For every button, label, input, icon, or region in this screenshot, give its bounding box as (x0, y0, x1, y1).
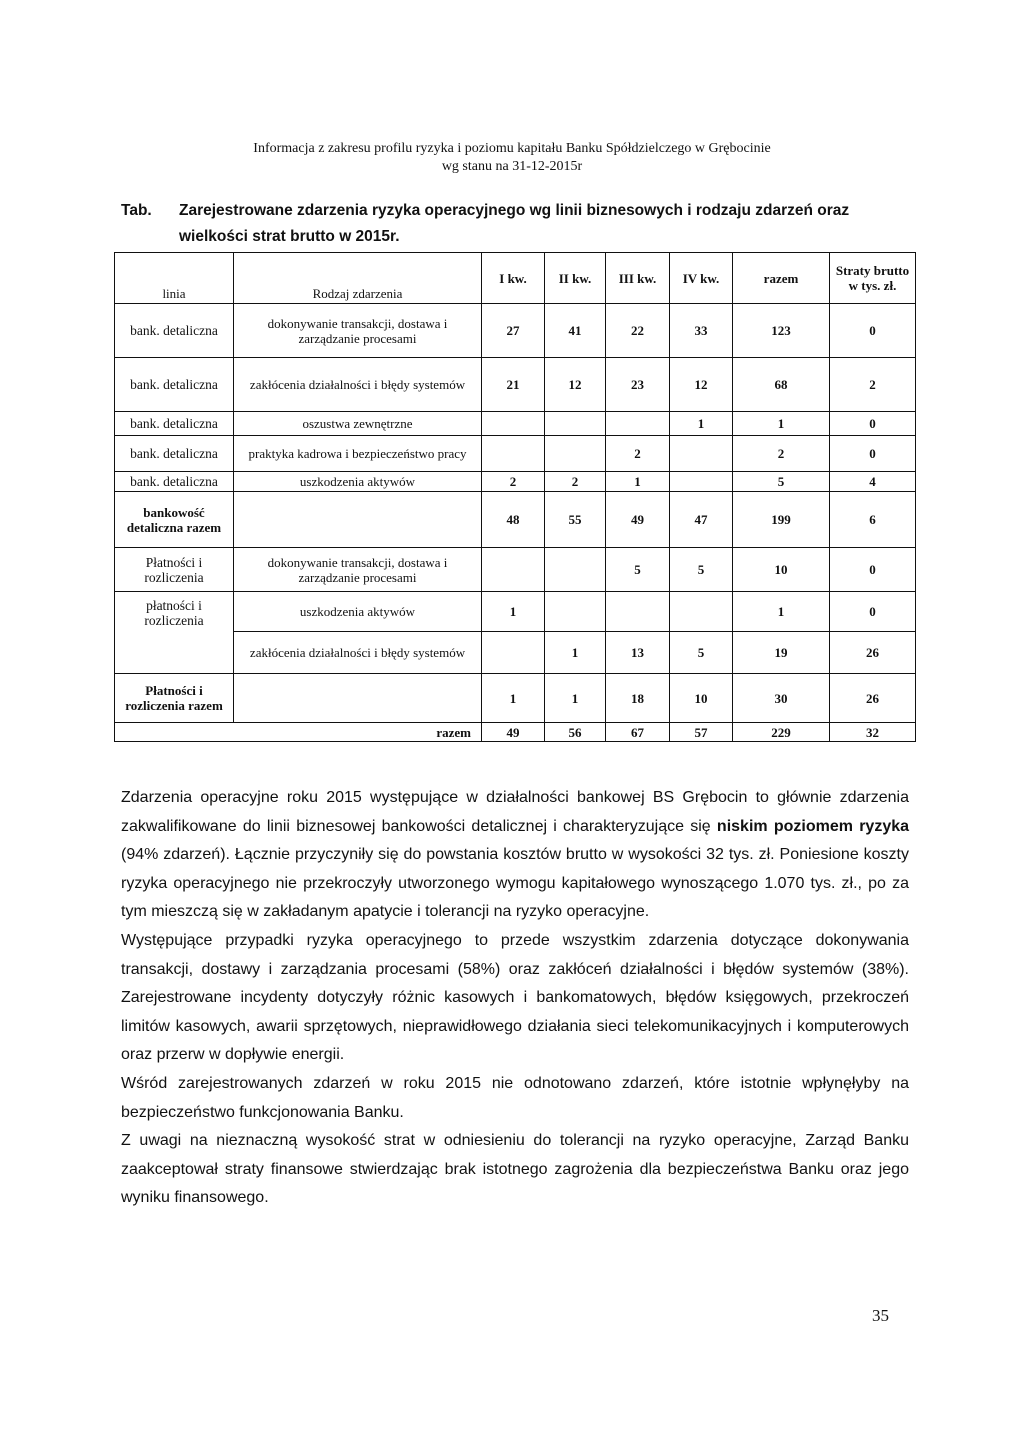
table-caption-line-1: Zarejestrowane zdarzenia ryzyka operacyjnego wg linii biznesowych i rodzaju zdarzeń oraz (179, 202, 850, 219)
row-loss: 0 (830, 548, 916, 592)
row-line: bank. detaliczna (115, 436, 234, 472)
row-q1 (482, 632, 545, 674)
row-q3: 22 (606, 304, 670, 358)
row-type: zakłócenia działalności i błędy systemów (234, 358, 482, 412)
row-q1: 27 (482, 304, 545, 358)
row-q1 (482, 412, 545, 436)
row-q2 (545, 412, 606, 436)
table-row (115, 472, 916, 492)
row-type: dokonywanie transakcji, dostawa i zarządzanie procesami (234, 548, 482, 592)
row-loss: 2 (830, 358, 916, 412)
table-caption-line-2: wielkości strat brutto w 2015r. (179, 228, 400, 245)
row-q4: 12 (670, 358, 733, 412)
grand-total-q4: 57 (670, 723, 733, 742)
row-line: bankowość detaliczna razem (115, 492, 234, 548)
grand-total-q2: 56 (545, 723, 606, 742)
body-text (121, 784, 909, 1213)
row-total: 5 (733, 472, 830, 492)
header-rodzaj: Rodzaj zdarzenia (234, 253, 482, 304)
paragraph-4: Z uwagi na nieznaczną wysokość strat w odniesieniu do tolerancji na ryzyko operacyjne, Zarząd Banku zaakceptował straty finansowe stwierdzając brak istotnego zagrożenia dla bezpieczeństwa Banku oraz jego wyniku finansowego. (121, 1132, 909, 1207)
row-q3: 18 (606, 674, 670, 723)
row-q3: 2 (606, 436, 670, 472)
paragraph-1-part-b: (94% zdarzeń). Łącznie przyczyniły się do powstania kosztów brutto w wysokości 32 tys. zł. Poniesione koszty ryzyka operacyjnego nie przekroczyły utworzonego wymogu kapitałowego wynoszącego 1.070 tys. zł., po za tym mieszczą się w zakładanym apatycie i tolerancji na ryzyko operacyjne. (121, 846, 909, 921)
paragraph-1-part-a: Zdarzenia operacyjne roku 2015 występujące w działalności bankowej BS Grębocin to głównie zdarzenia zakwalifikowane do linii biznesowej bankowości detalicznej i charakteryzujące się (121, 789, 909, 835)
row-q2: 41 (545, 304, 606, 358)
row-q2: 55 (545, 492, 606, 548)
table-row (115, 436, 916, 472)
header-q1: I kw. (482, 253, 545, 304)
row-q2 (545, 592, 606, 632)
paragraph-2: Występujące przypadki ryzyka operacyjnego to przede wszystkim zdarzenia dotyczące dokonywania transakcji, dostawy i zarządzania procesami (58%) oraz zakłóceń działalności i błędów systemów (38%). Zarejestrowane incydenty dotyczyły różnic kasowych i bankomatowych, błędów księgowych, przekroczeń limitów kasowych, awarii sprzętowych, nieprawidłowego działania sieci telekomunikacyjnych i komputerowych oraz przerw w dopływie energii. (121, 931, 909, 1064)
table-row (115, 674, 916, 723)
row-line: płatności i rozliczenia (115, 592, 234, 674)
row-line: Płatności i rozliczenia (115, 548, 234, 592)
row-q4: 33 (670, 304, 733, 358)
grand-total-total: 229 (733, 723, 830, 742)
row-type (234, 492, 482, 548)
row-total: 199 (733, 492, 830, 548)
paragraph-1-bold: niskim poziomem ryzyka (716, 817, 910, 835)
row-q1 (482, 548, 545, 592)
row-total: 123 (733, 304, 830, 358)
table-caption-label: Tab. (121, 202, 152, 219)
row-loss: 0 (830, 304, 916, 358)
row-q2: 1 (545, 674, 606, 723)
row-type: oszustwa zewnętrzne (234, 412, 482, 436)
row-q3: 23 (606, 358, 670, 412)
header-linia: linia (115, 253, 234, 304)
row-loss: 0 (830, 412, 916, 436)
row-q4 (670, 436, 733, 472)
row-q2: 12 (545, 358, 606, 412)
row-q3 (606, 412, 670, 436)
operational-events-table (114, 252, 916, 742)
document-header (0, 140, 1024, 176)
row-line: Płatności i rozliczenia razem (115, 674, 234, 723)
row-q4: 5 (670, 548, 733, 592)
header-line-1: Informacja z zakresu profilu ryzyka i poziomu kapitału Banku Spółdzielczego w Grębocinie (253, 141, 771, 156)
row-q2 (545, 548, 606, 592)
header-q4: IV kw. (670, 253, 733, 304)
header-straty: Straty brutto w tys. zł. (830, 253, 916, 304)
table-row (115, 492, 916, 548)
row-q1: 1 (482, 674, 545, 723)
row-loss: 26 (830, 632, 916, 674)
table-row (115, 548, 916, 592)
row-q4: 1 (670, 412, 733, 436)
row-q1: 2 (482, 472, 545, 492)
grand-total-q1: 49 (482, 723, 545, 742)
paragraph-3: Wśród zarejestrowanych zdarzeń w roku 2015 nie odnotowano zdarzeń, które istotnie wpłynęłyby na bezpieczeństwo funkcjonowania Banku. (121, 1074, 909, 1121)
table-row (115, 304, 916, 358)
row-total: 30 (733, 674, 830, 723)
header-razem: razem (733, 253, 830, 304)
row-total: 1 (733, 412, 830, 436)
row-q3: 5 (606, 548, 670, 592)
row-q3 (606, 592, 670, 632)
table-row (115, 412, 916, 436)
row-total: 2 (733, 436, 830, 472)
row-type: dokonywanie transakcji, dostawa i zarządzanie procesami (234, 304, 482, 358)
row-q4: 10 (670, 674, 733, 723)
row-q4 (670, 472, 733, 492)
grand-total-label: razem (115, 723, 482, 742)
table-header-row (115, 253, 916, 304)
paragraph-1 (121, 784, 909, 927)
row-loss: 0 (830, 436, 916, 472)
row-q3: 1 (606, 472, 670, 492)
page-number: 35 (872, 1306, 889, 1325)
row-line: bank. detaliczna (115, 472, 234, 492)
row-line: bank. detaliczna (115, 304, 234, 358)
header-q3: III kw. (606, 253, 670, 304)
table-total-row (115, 723, 916, 742)
row-type (234, 674, 482, 723)
row-loss: 0 (830, 592, 916, 632)
row-q4 (670, 592, 733, 632)
table-row (115, 592, 916, 632)
row-total: 10 (733, 548, 830, 592)
row-loss: 4 (830, 472, 916, 492)
row-loss: 6 (830, 492, 916, 548)
row-line: bank. detaliczna (115, 412, 234, 436)
row-total: 1 (733, 592, 830, 632)
row-total: 19 (733, 632, 830, 674)
row-q1 (482, 436, 545, 472)
row-q3: 13 (606, 632, 670, 674)
table-row (115, 358, 916, 412)
row-q2: 2 (545, 472, 606, 492)
header-line-2: wg stanu na 31-12-2015r (441, 159, 583, 174)
row-q1: 21 (482, 358, 545, 412)
row-line: bank. detaliczna (115, 358, 234, 412)
grand-total-q3: 67 (606, 723, 670, 742)
row-q2 (545, 436, 606, 472)
row-loss: 26 (830, 674, 916, 723)
row-type: praktyka kadrowa i bezpieczeństwo pracy (234, 436, 482, 472)
grand-total-loss: 32 (830, 723, 916, 742)
row-type: uszkodzenia aktywów (234, 592, 482, 632)
row-q4: 47 (670, 492, 733, 548)
row-q3: 49 (606, 492, 670, 548)
row-q1: 48 (482, 492, 545, 548)
row-q2: 1 (545, 632, 606, 674)
row-total: 68 (733, 358, 830, 412)
header-q2: II kw. (545, 253, 606, 304)
row-q4: 5 (670, 632, 733, 674)
table-row (115, 632, 916, 674)
row-q1: 1 (482, 592, 545, 632)
row-type: zakłócenia działalności i błędy systemów (234, 632, 482, 674)
row-type: uszkodzenia aktywów (234, 472, 482, 492)
